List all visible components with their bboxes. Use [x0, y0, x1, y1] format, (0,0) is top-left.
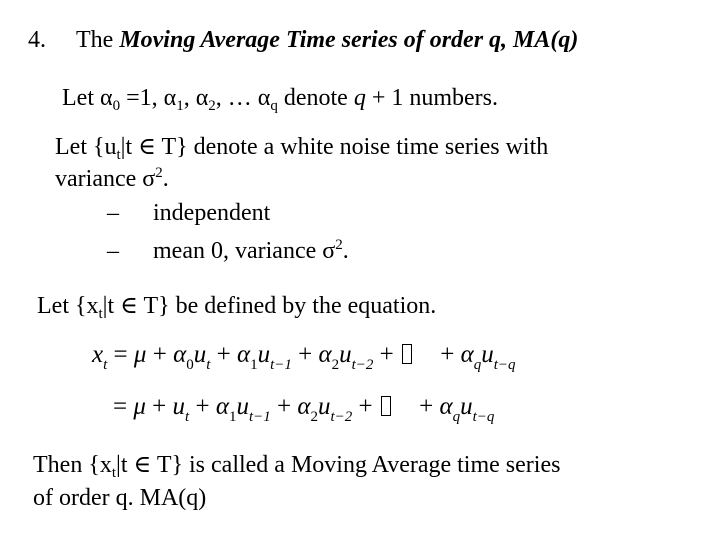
equation-line-1: $x_t = \mu + \alpha_0u_t + \alpha_1u_{t-1} + \alpha_2u_{t-2}$ + + $\alpha_qu_{t-q}$	[92, 341, 516, 373]
alpha-definition: Let $\alpha_0 =1$, $\alpha_1$, $\alpha_2$, … $\alpha_q$ denote q + 1 numbers.	[62, 85, 499, 114]
series-definition: Let {$x_t|t$ ∈ T} be defined by the equation.	[37, 293, 437, 322]
title-prefix: The	[76, 27, 120, 53]
ellipsis-box-icon	[381, 396, 391, 416]
conclusion-line-2: of order q. MA(q)	[33, 485, 207, 511]
white-noise-variance: variance $\sigma^2$.	[55, 165, 169, 192]
white-noise-definition: Let {$u_t|t$ ∈ T} denote a white noise time series with	[55, 134, 549, 163]
bullet-mean-variance: – mean 0, variance $\sigma^2$.	[107, 237, 349, 264]
equation-line-2: = $\mu + u_t + \alpha_1u_{t-1} + \alpha_2u_{t-2}$ + + $\alpha_qu_{t-q}$	[113, 393, 495, 425]
slide-title	[28, 26, 578, 54]
title-emphasis: Moving Average Time series of order q, MA(q)	[119, 27, 579, 53]
item-number: 4.	[28, 27, 46, 53]
conclusion-line-1: Then {$x_t|t$ ∈ T} is called a Moving Average time series	[33, 452, 561, 481]
bullet-independent: – independent	[107, 200, 271, 226]
ellipsis-box-icon	[402, 344, 412, 364]
